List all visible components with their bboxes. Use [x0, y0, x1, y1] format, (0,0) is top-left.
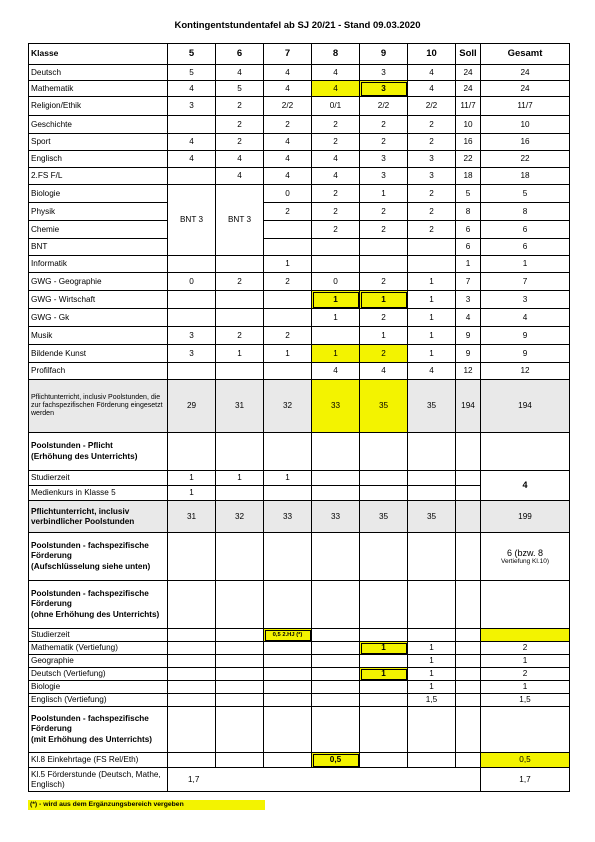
cell: 2 [312, 221, 360, 239]
cell: 24 [481, 65, 570, 81]
cell [408, 256, 456, 273]
row-pflicht-pool [29, 501, 570, 533]
cell: 6 [456, 221, 481, 239]
cell: 22 [456, 151, 481, 168]
row-biologie [29, 185, 570, 203]
cell [216, 291, 264, 309]
cell: 2 [360, 221, 408, 239]
cell: 24 [456, 65, 481, 81]
cell [168, 291, 216, 309]
header-10: 10 [408, 44, 456, 65]
page-title: Kontingentstundentafel ab SJ 20/21 - Stand 09.03.2020 [174, 20, 421, 31]
footnote: (*) - wird aus dem Ergänzungsbereich vergeben [28, 800, 265, 810]
cell: 2 [216, 97, 264, 116]
cell: 31 [216, 380, 264, 433]
cell: 1 [408, 668, 456, 681]
cell [360, 256, 408, 273]
cell: 1 [408, 291, 456, 309]
cell: 5 [481, 185, 570, 203]
cell [168, 116, 216, 134]
row-pool-fach-ohne [29, 581, 570, 629]
cell: 1 [264, 256, 312, 273]
cell-highlight-bold: 1 [360, 668, 408, 681]
cell [264, 309, 312, 327]
cell: 22 [481, 151, 570, 168]
row-einkehrtage [29, 753, 570, 768]
cell: 35 [408, 501, 456, 533]
cell: 2 [481, 668, 570, 681]
row-label: Biologie [29, 185, 168, 203]
cell: 11/7 [456, 97, 481, 116]
row-label: GWG - Wirtschaft [29, 291, 168, 309]
cell [312, 239, 360, 256]
cell [168, 309, 216, 327]
section-subtitle: (Aufschlüsselung siehe unten) [31, 561, 151, 571]
cell: 33 [312, 501, 360, 533]
row-label: Informatik [29, 256, 168, 273]
row-label: Biologie [29, 681, 168, 694]
cell: 16 [481, 134, 570, 151]
cell-highlight: 35 [360, 380, 408, 433]
cell: 7 [456, 273, 481, 291]
cell: 35 [360, 501, 408, 533]
cell: 2/2 [408, 97, 456, 116]
row-label: Mathematik (Vertiefung) [29, 642, 168, 655]
row-label: Deutsch [29, 65, 168, 81]
cell: 2/2 [360, 97, 408, 116]
row-label: Musik [29, 327, 168, 345]
row-label: Geographie [29, 655, 168, 668]
row-gwg-geographie [29, 273, 570, 291]
cell [216, 309, 264, 327]
cell [264, 291, 312, 309]
header-klasse: Klasse [29, 44, 168, 65]
row-label: GWG - Gk [29, 309, 168, 327]
row-label: 2.FS F/L [29, 168, 168, 185]
cell: 3 [360, 151, 408, 168]
row-fach-studierzeit [29, 629, 570, 642]
row-chemie [29, 221, 570, 239]
cell-highlight [481, 629, 570, 642]
cell: 2 [312, 185, 360, 203]
cell-highlight-bold: 0,5 [312, 753, 360, 768]
row-fach-deutsch [29, 668, 570, 681]
row-label: Geschichte [29, 116, 168, 134]
cell: 2 [360, 134, 408, 151]
section-pflicht-pool: Pflichtunterricht, inclusiv verbindlicher Poolstunden [29, 501, 168, 533]
row-sport [29, 134, 570, 151]
section-title: Poolstunden - Pflicht [31, 441, 113, 451]
row-label: Englisch [29, 151, 168, 168]
row-mathematik [29, 81, 570, 97]
cell: 2 [360, 116, 408, 134]
section-subtitle: (mit Erhöhung des Unterrichts) [31, 734, 152, 744]
section-pool-fach [29, 533, 168, 581]
cell: 3 [456, 291, 481, 309]
row-label: Mathematik [29, 81, 168, 97]
cell: 12 [481, 363, 570, 380]
cell: 4 [216, 65, 264, 81]
cell: 3 [168, 345, 216, 363]
cell: 31 [168, 501, 216, 533]
cell: 1 [216, 471, 264, 486]
cell: 2 [312, 116, 360, 134]
cell: 1 [168, 471, 216, 486]
cell: 4 [360, 363, 408, 380]
cell: 194 [481, 380, 570, 433]
gesamt-main: 6 (bzw. 8 [506, 547, 544, 558]
cell: 24 [456, 81, 481, 97]
row-studierzeit [29, 471, 570, 486]
cell [360, 239, 408, 256]
cell: 2 [216, 116, 264, 134]
cell [216, 363, 264, 380]
cell [456, 501, 481, 533]
cell: 2/2 [264, 97, 312, 116]
cell-highlight-bold: 0,5 2.HJ (*) [264, 629, 312, 642]
cell: 2 [481, 642, 570, 655]
cell: 6 [481, 221, 570, 239]
cell [264, 239, 312, 256]
cell: 1 [360, 185, 408, 203]
cell: 9 [481, 327, 570, 345]
cell: 10 [481, 116, 570, 134]
cell: 1,5 [481, 694, 570, 707]
cell: 4 [264, 151, 312, 168]
cell-highlight: 0,5 [481, 753, 570, 768]
cell: 7 [481, 273, 570, 291]
cell: 1 [264, 345, 312, 363]
cell: 6 [456, 239, 481, 256]
section-pool-fach-mit [29, 707, 168, 753]
row-label: BNT [29, 239, 168, 256]
cell: 3 [168, 97, 216, 116]
cell: 6 [481, 239, 570, 256]
cell: 4 [264, 81, 312, 97]
cell: 18 [456, 168, 481, 185]
cell [408, 239, 456, 256]
row-profilfach [29, 363, 570, 380]
row-label: Sport [29, 134, 168, 151]
cell: 10 [456, 116, 481, 134]
row-label: Kl.5 Förderstunde (Deutsch, Mathe, Englisch) [29, 768, 168, 792]
cell: 2 [360, 273, 408, 291]
cell-highlight: 1 [312, 345, 360, 363]
cell: 3 [360, 168, 408, 185]
cell: 4 [168, 151, 216, 168]
row-label: Kl.8 Einkehrtage (FS Rel/Eth) [29, 753, 168, 768]
row-pflichtunterricht [29, 380, 570, 433]
cell: 4 [168, 134, 216, 151]
cell: 4 [456, 309, 481, 327]
cell: 4 [216, 168, 264, 185]
cell: 29 [168, 380, 216, 433]
cell: 2 [408, 134, 456, 151]
row-englisch [29, 151, 570, 168]
header-6: 6 [216, 44, 264, 65]
cell: 9 [456, 345, 481, 363]
row-label: Pflichtunterricht, inclusiv Poolstunden, die zur fachspezifischen Förderung eingesetzt werden [29, 380, 168, 433]
row-gwg-gk [29, 309, 570, 327]
cell: 3 [168, 327, 216, 345]
cell: 194 [456, 380, 481, 433]
cell: 4 [216, 151, 264, 168]
cell: 1 [216, 345, 264, 363]
pool-pflicht-gesamt: 4 [481, 471, 570, 501]
cell: 4 [408, 81, 456, 97]
cell [216, 256, 264, 273]
row-musik [29, 327, 570, 345]
cell: 1 [481, 681, 570, 694]
cell: 5 [216, 81, 264, 97]
row-label: Bildende Kunst [29, 345, 168, 363]
cell: 1 [408, 309, 456, 327]
cell: 1 [408, 642, 456, 655]
cell: 32 [216, 501, 264, 533]
cell: 1 [408, 681, 456, 694]
header-soll: Soll [456, 44, 481, 65]
header-9: 9 [360, 44, 408, 65]
cell: 9 [456, 327, 481, 345]
section-title: Poolstunden - fachspezifische Förderung [31, 589, 149, 609]
row-2fs [29, 168, 570, 185]
cell: 2 [312, 203, 360, 221]
cell: 4 [312, 151, 360, 168]
header-8: 8 [312, 44, 360, 65]
cell: 0 [168, 273, 216, 291]
section-pool-fach-ohne [29, 581, 168, 629]
cell: 4 [264, 168, 312, 185]
row-deutsch [29, 65, 570, 81]
cell: 4 [264, 65, 312, 81]
header-row [29, 44, 570, 65]
cell: 35 [408, 380, 456, 433]
cell: 4 [168, 81, 216, 97]
cell: 0 [264, 185, 312, 203]
section-subtitle: (ohne Erhöhung des Unterrichts) [31, 609, 160, 619]
cell-highlight: 2 [360, 345, 408, 363]
cell: 8 [456, 203, 481, 221]
cell: 2 [408, 221, 456, 239]
pool-fach-gesamt [481, 533, 570, 581]
row-pool-fach-mit [29, 707, 570, 753]
cell: 0 [312, 273, 360, 291]
cell: 2 [264, 203, 312, 221]
row-label: Profilfach [29, 363, 168, 380]
header-5: 5 [168, 44, 216, 65]
row-physik [29, 203, 570, 221]
cell: 3 [360, 65, 408, 81]
row-label: Deutsch (Vertiefung) [29, 668, 168, 681]
bnt3-cell-6: BNT 3 [216, 185, 264, 256]
cell: 4 [312, 65, 360, 81]
row-fach-biologie [29, 681, 570, 694]
cell: 2 [264, 116, 312, 134]
row-label: Medienkurs in Klasse 5 [29, 486, 168, 501]
row-pool-fach [29, 533, 570, 581]
row-fach-englisch [29, 694, 570, 707]
cell [312, 256, 360, 273]
row-label: GWG - Geographie [29, 273, 168, 291]
cell: 5 [168, 65, 216, 81]
kontingent-table [28, 43, 570, 792]
cell: 8 [481, 203, 570, 221]
cell: 2 [408, 185, 456, 203]
row-religion [29, 97, 570, 116]
cell-highlight-bold: 3 [360, 81, 408, 97]
row-foerderstunde [29, 768, 570, 792]
cell-highlight-bold: 1 [312, 291, 360, 309]
foerder-value: 1,7 [168, 768, 481, 792]
cell: 5 [456, 185, 481, 203]
row-pool-pflicht-header [29, 433, 570, 471]
row-label: Physik [29, 203, 168, 221]
row-label: Studierzeit [29, 471, 168, 486]
cell: 32 [264, 380, 312, 433]
section-subtitle: (Erhöhung des Unterrichts) [31, 451, 138, 461]
cell: 0/1 [312, 97, 360, 116]
cell: 2 [264, 273, 312, 291]
cell: 16 [456, 134, 481, 151]
cell-highlight-bold: 1 [360, 291, 408, 309]
cell-highlight: 4 [312, 81, 360, 97]
cell [264, 363, 312, 380]
cell: 1 [481, 256, 570, 273]
header-gesamt: Gesamt [481, 44, 570, 65]
row-gwg-wirtschaft [29, 291, 570, 309]
cell: 3 [408, 168, 456, 185]
row-bildende-kunst [29, 345, 570, 363]
row-geschichte [29, 116, 570, 134]
row-fach-mathematik [29, 642, 570, 655]
cell: 1 [312, 309, 360, 327]
cell: 1 [168, 486, 216, 501]
cell: 2 [216, 273, 264, 291]
cell: 18 [481, 168, 570, 185]
row-label: Englisch (Vertiefung) [29, 694, 168, 707]
cell: 24 [481, 81, 570, 97]
cell: 1 [408, 655, 456, 668]
cell: 1,7 [481, 768, 570, 792]
cell: 1 [408, 345, 456, 363]
cell-highlight-bold: 1 [360, 642, 408, 655]
cell: 2 [312, 134, 360, 151]
cell: 33 [264, 501, 312, 533]
cell: 3 [408, 151, 456, 168]
cell: 9 [481, 345, 570, 363]
cell: 4 [264, 134, 312, 151]
cell: 1 [408, 327, 456, 345]
cell: 1,5 [408, 694, 456, 707]
section-title: Poolstunden - fachspezifische Förderung [31, 714, 149, 734]
row-label: Religion/Ethik [29, 97, 168, 116]
cell: 11/7 [481, 97, 570, 116]
gesamt-sub: Vertiefung Kl.10) [500, 557, 550, 565]
cell: 1 [481, 655, 570, 668]
cell: 2 [408, 203, 456, 221]
section-title: Poolstunden - fachspezifische Förderung [31, 541, 149, 561]
cell: 2 [360, 203, 408, 221]
row-informatik [29, 256, 570, 273]
cell [168, 168, 216, 185]
bnt3-cell-5: BNT 3 [168, 185, 216, 256]
cell: 1 [264, 471, 312, 486]
cell: 2 [408, 116, 456, 134]
cell: 2 [360, 309, 408, 327]
cell [312, 327, 360, 345]
cell-highlight: 33 [312, 380, 360, 433]
cell: 199 [481, 501, 570, 533]
cell: 3 [481, 291, 570, 309]
cell: 2 [216, 327, 264, 345]
cell [264, 221, 312, 239]
cell: 2 [216, 134, 264, 151]
row-fach-geographie [29, 655, 570, 668]
cell: 4 [408, 65, 456, 81]
row-label: Chemie [29, 221, 168, 239]
cell: 4 [408, 363, 456, 380]
row-bnt [29, 239, 570, 256]
section-pool-pflicht [29, 433, 168, 471]
cell: 4 [481, 309, 570, 327]
cell: 4 [312, 168, 360, 185]
cell: 4 [312, 363, 360, 380]
cell [168, 363, 216, 380]
row-label: Studierzeit [29, 629, 168, 642]
cell: 1 [408, 273, 456, 291]
cell: 1 [456, 256, 481, 273]
cell: 1 [360, 327, 408, 345]
header-7: 7 [264, 44, 312, 65]
cell: 2 [264, 327, 312, 345]
cell: 12 [456, 363, 481, 380]
cell [168, 256, 216, 273]
